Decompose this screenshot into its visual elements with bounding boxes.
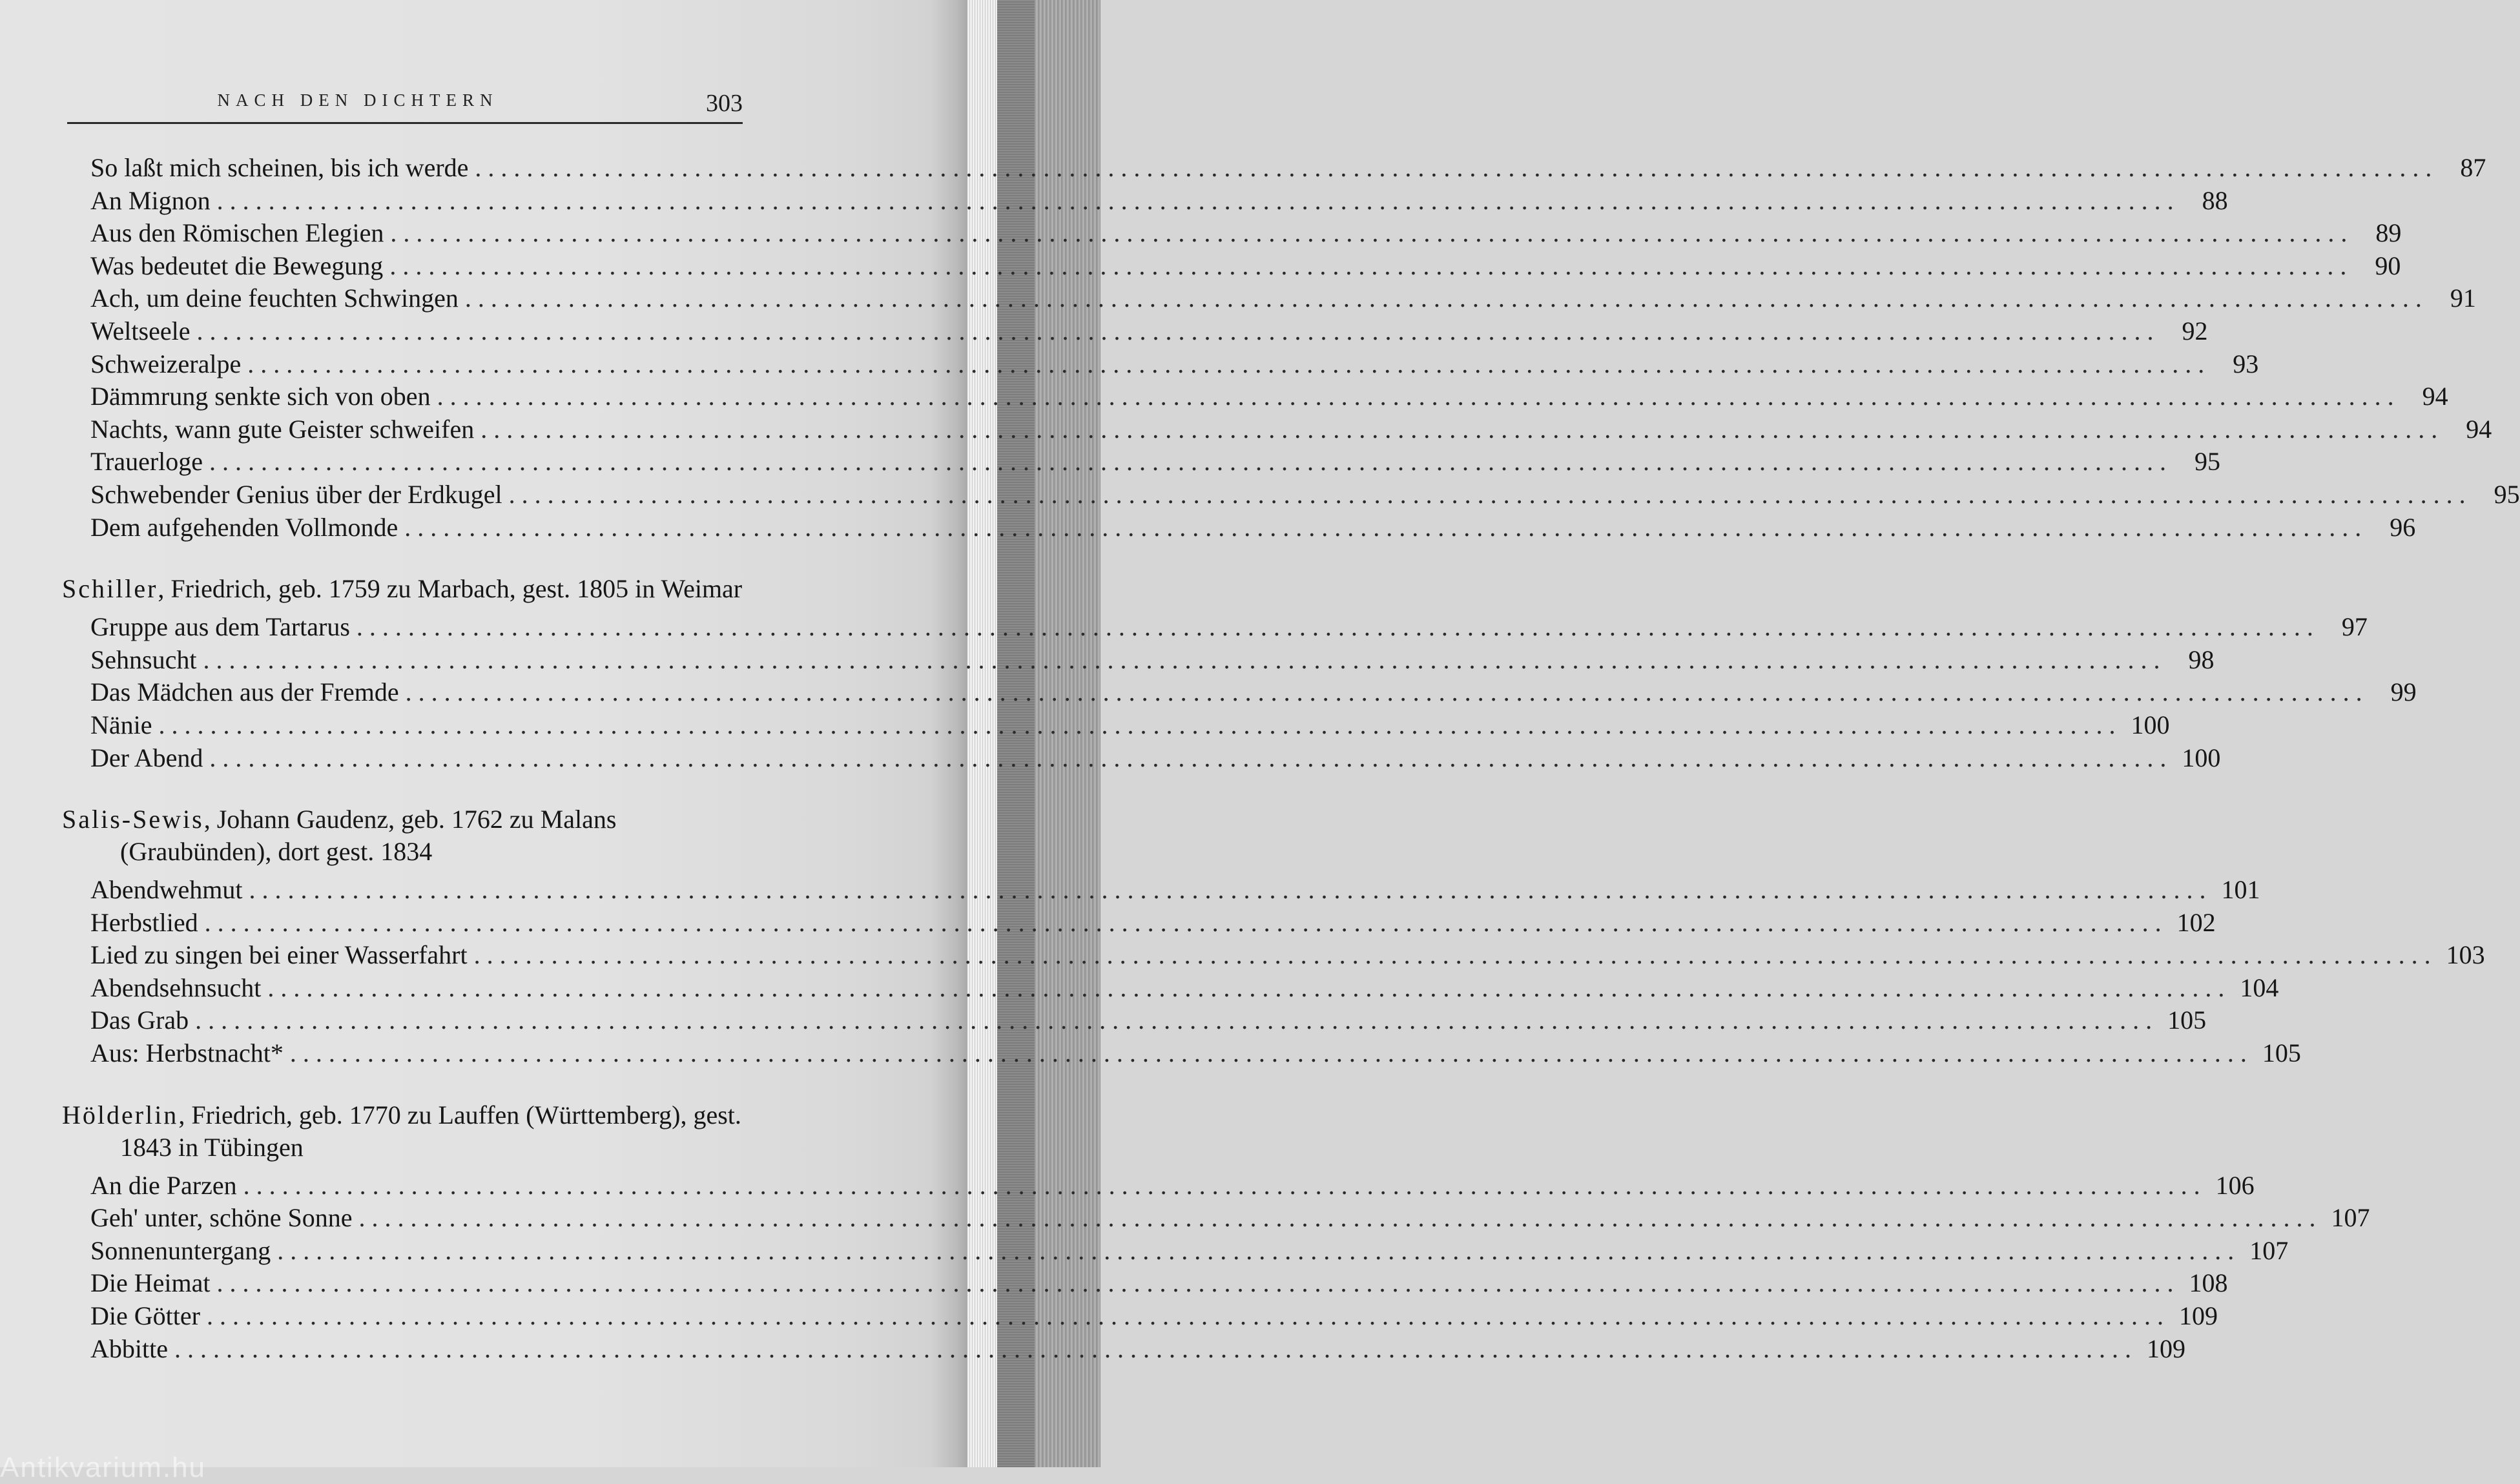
- toc-entry: [62, 677, 2417, 710]
- entry-title: Die Götter: [90, 1301, 200, 1331]
- entry-title: Lied zu singen bei einer Wasserfahrt: [90, 940, 468, 970]
- toc-entry: [62, 185, 2228, 218]
- entry-title: Die Heimat: [90, 1268, 211, 1298]
- dot-leader: [217, 1268, 2174, 1298]
- dot-leader: [159, 710, 2116, 740]
- toc-entry: [62, 479, 2520, 512]
- entry-page-number: 97: [2341, 612, 2368, 642]
- running-head: [67, 89, 743, 125]
- dot-leader: [390, 218, 2347, 248]
- entry-title: Trauerloge: [90, 447, 203, 477]
- entry-title: Dämmrung senkte sich von oben: [90, 382, 431, 411]
- entry-page-number: 106: [2215, 1170, 2255, 1200]
- entry-page-number: 109: [2178, 1301, 2218, 1331]
- table-of-contents: [62, 152, 2520, 1366]
- toc-entry: [62, 644, 2215, 677]
- toc-entry: [62, 710, 2170, 743]
- toc-entry: [62, 874, 2260, 907]
- entry-page-number: 96: [2390, 512, 2416, 542]
- entry-page-number: 98: [2188, 644, 2215, 674]
- entry-title: Das Grab: [90, 1005, 189, 1035]
- dot-leader: [196, 316, 2153, 346]
- entry-page-number: 105: [2167, 1005, 2207, 1035]
- watermark: Antikvarium.hu: [0, 1452, 207, 1483]
- entry-title: Das Mädchen aus der Fremde: [90, 677, 399, 707]
- toc-section: [62, 1099, 2370, 1366]
- entry-page-number: 93: [2233, 349, 2259, 378]
- toc-entry: [62, 1202, 2370, 1235]
- toc-entry: [62, 381, 2448, 414]
- entry-page-number: 91: [2450, 283, 2476, 313]
- dot-leader: [480, 414, 2437, 444]
- entry-title: Aus den Römischen Elegien: [90, 218, 384, 248]
- entry-page-number: 107: [2331, 1203, 2370, 1233]
- entry-title: Abendsehnsucht: [90, 973, 262, 1002]
- entry-title: Geh' unter, schöne Sonne: [90, 1203, 353, 1233]
- toc-entry: [62, 1005, 2207, 1038]
- dot-leader: [267, 973, 2224, 1003]
- entry-page-number: 105: [2262, 1038, 2301, 1068]
- dot-leader: [389, 251, 2346, 281]
- dot-leader: [209, 743, 2166, 773]
- toc-entry: [62, 316, 2208, 349]
- entry-title: Abendwehmut: [90, 875, 243, 905]
- toc-entry: [62, 152, 2486, 185]
- toc-entry: [62, 349, 2259, 382]
- author-name: Hölderlin: [62, 1100, 179, 1129]
- entry-title: Schwebender Genius über der Erdkugel: [90, 479, 502, 509]
- entry-page-number: 90: [2375, 251, 2401, 280]
- running-title: NACH DEN DICHTERN: [217, 90, 499, 110]
- toc-section: [62, 803, 2485, 1071]
- dot-leader: [465, 283, 2422, 313]
- dot-leader: [356, 612, 2313, 642]
- toc-entry: [62, 1038, 2301, 1071]
- entry-title: Sonnenuntergang: [90, 1235, 271, 1265]
- dot-leader: [209, 446, 2166, 477]
- author-heading: [62, 573, 759, 605]
- toc-entry: [62, 907, 2216, 940]
- entry-title: Weltseele: [90, 316, 191, 345]
- entry-title: Sehnsucht: [90, 644, 197, 674]
- dot-leader: [243, 1170, 2200, 1201]
- toc-entry: [62, 1301, 2218, 1334]
- entry-page-number: 104: [2240, 973, 2279, 1002]
- dot-leader: [207, 1301, 2164, 1331]
- author-details: , Friedrich, geb. 1770 zu Lauffen (Württemberg), gest. 1843 in Tübingen: [120, 1100, 741, 1162]
- dot-leader: [174, 1334, 2131, 1364]
- entry-title: An die Parzen: [90, 1170, 237, 1200]
- dot-leader: [404, 512, 2361, 542]
- toc-entry: [62, 283, 2476, 316]
- toc-entry: [62, 1334, 2185, 1366]
- dot-leader: [475, 152, 2432, 183]
- entry-title: Der Abend: [90, 743, 203, 772]
- dot-leader: [406, 677, 2362, 707]
- author-name: Schiller: [62, 574, 158, 604]
- entry-title: An Mignon: [90, 185, 211, 215]
- entry-title: So laßt mich scheinen, bis ich werde: [90, 153, 469, 182]
- entry-page-number: 94: [2422, 382, 2448, 411]
- toc-entry: [62, 743, 2221, 776]
- dot-leader: [474, 940, 2431, 970]
- entry-title: Gruppe aus dem Tartarus: [90, 612, 350, 642]
- toc-section: [62, 152, 2520, 544]
- dot-leader: [247, 349, 2204, 379]
- dot-leader: [249, 874, 2206, 905]
- header-rule: [67, 122, 743, 124]
- dot-leader: [217, 185, 2174, 216]
- entry-title: Dem aufgehenden Vollmonde: [90, 512, 398, 542]
- entry-page-number: 89: [2375, 218, 2402, 248]
- toc-entry: [62, 1268, 2228, 1301]
- author-heading: [62, 803, 759, 868]
- entry-page-number: 87: [2460, 153, 2486, 182]
- entry-title: Schweizeralpe: [90, 349, 242, 378]
- entry-page-number: 107: [2249, 1235, 2289, 1265]
- entry-page-number: 92: [2182, 316, 2208, 345]
- dot-leader: [203, 644, 2160, 675]
- author-details: , Johann Gaudenz, geb. 1762 zu Malans (Graubünden), dort gest. 1834: [120, 805, 617, 867]
- entry-title: Ach, um deine feuchten Schwingen: [90, 283, 459, 313]
- toc-entry: [62, 940, 2485, 973]
- author-heading: [62, 1099, 759, 1164]
- dot-leader: [437, 381, 2394, 411]
- entry-page-number: 88: [2202, 185, 2228, 215]
- entry-title: Abbitte: [90, 1334, 168, 1363]
- toc-entry: [62, 973, 2279, 1005]
- toc-entry: [62, 251, 2401, 283]
- entry-title: Herbstlied: [90, 907, 198, 937]
- dot-leader: [277, 1235, 2234, 1266]
- dot-leader: [290, 1038, 2247, 1068]
- toc-section: [62, 573, 2417, 775]
- dot-leader: [509, 479, 2466, 510]
- toc-entry: [62, 1170, 2255, 1203]
- entry-page-number: 94: [2466, 414, 2492, 444]
- entry-page-number: 95: [2494, 479, 2520, 509]
- entry-page-number: 95: [2195, 447, 2221, 477]
- entry-page-number: 100: [2182, 743, 2221, 772]
- entry-page-number: 102: [2176, 907, 2216, 937]
- dot-leader: [195, 1005, 2152, 1035]
- entry-page-number: 99: [2390, 677, 2417, 707]
- entry-page-number: 108: [2189, 1268, 2228, 1298]
- toc-entry: [62, 414, 2492, 447]
- toc-entry: [62, 446, 2221, 479]
- dot-leader: [359, 1202, 2316, 1233]
- entry-title: Nänie: [90, 710, 152, 739]
- entry-page-number: 103: [2446, 940, 2485, 970]
- author-details: , Friedrich, geb. 1759 zu Marbach, gest. 1805 in Weimar: [158, 574, 743, 604]
- toc-entry: [62, 512, 2416, 545]
- entry-page-number: 101: [2221, 875, 2260, 905]
- toc-entry: [62, 218, 2402, 251]
- author-name: Salis-Sewis: [62, 805, 204, 834]
- entry-page-number: 100: [2131, 710, 2170, 739]
- entry-title: Nachts, wann gute Geister schweifen: [90, 414, 475, 444]
- dot-leader: [205, 907, 2162, 938]
- entry-title: Was bedeutet die Bewegung: [90, 251, 384, 280]
- entry-title: Aus: Herbstnacht*: [90, 1038, 284, 1068]
- toc-entry: [62, 612, 2368, 644]
- page-number: 303: [706, 90, 743, 117]
- entry-page-number: 109: [2146, 1334, 2185, 1363]
- toc-entry: [62, 1235, 2289, 1268]
